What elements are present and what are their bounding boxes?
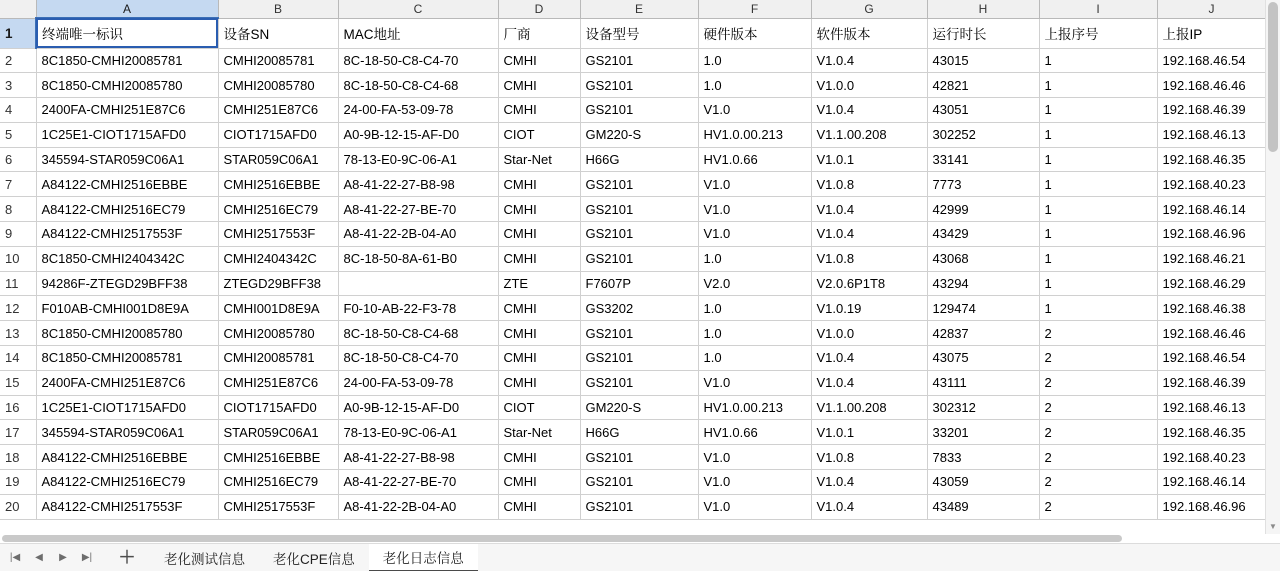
column-title-cell[interactable]: 上报IP: [1157, 18, 1266, 48]
data-cell[interactable]: 2: [1039, 420, 1157, 445]
table-row: [0, 346, 1266, 371]
data-cell[interactable]: CMHI: [498, 172, 580, 197]
data-cell[interactable]: 192.168.46.96: [1157, 494, 1266, 519]
data-cell[interactable]: A0-9B-12-15-AF-D0: [338, 395, 498, 420]
data-cell[interactable]: 2: [1039, 445, 1157, 470]
data-cell[interactable]: V1.0: [698, 470, 811, 495]
column-title-cell[interactable]: 运行时长: [927, 18, 1039, 48]
data-cell[interactable]: CMHI2516EC79: [218, 197, 338, 222]
data-cell[interactable]: CMHI: [498, 48, 580, 73]
row-header-8[interactable]: 8: [0, 197, 36, 222]
column-title-cell[interactable]: 终端唯一标识: [36, 18, 218, 48]
table-row: [0, 246, 1266, 271]
table-row: [0, 321, 1266, 346]
column-title-cell[interactable]: 设备SN: [218, 18, 338, 48]
data-cell[interactable]: CMHI: [498, 494, 580, 519]
data-cell[interactable]: V1.0.4: [811, 346, 927, 371]
data-cell[interactable]: 2400FA-CMHI251E87C6: [36, 370, 218, 395]
data-cell[interactable]: 1.0: [698, 296, 811, 321]
data-cell[interactable]: CMHI251E87C6: [218, 370, 338, 395]
data-cell[interactable]: STAR059C06A1: [218, 147, 338, 172]
data-cell[interactable]: ZTEGD29BFF38: [218, 271, 338, 296]
data-cell[interactable]: 302252: [927, 122, 1039, 147]
data-cell[interactable]: GS3202: [580, 296, 698, 321]
row-header-18[interactable]: 18: [0, 445, 36, 470]
data-cell[interactable]: 1: [1039, 48, 1157, 73]
column-header-a[interactable]: A: [36, 0, 218, 18]
data-cell[interactable]: V1.0.4: [811, 470, 927, 495]
data-cell[interactable]: 24-00-FA-53-09-78: [338, 98, 498, 123]
data-cell[interactable]: 2: [1039, 494, 1157, 519]
vertical-scroll-thumb[interactable]: [1268, 2, 1278, 152]
data-cell[interactable]: CMHI20085780: [218, 73, 338, 98]
data-cell[interactable]: A8-41-22-27-B8-98: [338, 172, 498, 197]
data-cell[interactable]: 24-00-FA-53-09-78: [338, 370, 498, 395]
data-cell[interactable]: 43429: [927, 222, 1039, 247]
data-cell[interactable]: 192.168.46.38: [1157, 296, 1266, 321]
data-cell[interactable]: 43015: [927, 48, 1039, 73]
data-cell[interactable]: 192.168.46.46: [1157, 73, 1266, 98]
data-cell[interactable]: GS2101: [580, 494, 698, 519]
data-cell[interactable]: CMHI2517553F: [218, 222, 338, 247]
column-header-i[interactable]: I: [1039, 0, 1157, 18]
data-cell[interactable]: GS2101: [580, 98, 698, 123]
data-cell[interactable]: V1.0.4: [811, 197, 927, 222]
data-cell[interactable]: 8C1850-CMHI20085780: [36, 321, 218, 346]
data-cell[interactable]: HV1.0.00.213: [698, 395, 811, 420]
data-cell[interactable]: CMHI: [498, 370, 580, 395]
data-cell[interactable]: 43294: [927, 271, 1039, 296]
data-cell[interactable]: 1: [1039, 197, 1157, 222]
data-cell[interactable]: A0-9B-12-15-AF-D0: [338, 122, 498, 147]
data-cell[interactable]: 8C-18-50-C8-C4-70: [338, 48, 498, 73]
data-cell[interactable]: GS2101: [580, 470, 698, 495]
data-cell[interactable]: 2: [1039, 470, 1157, 495]
data-cell[interactable]: CIOT1715AFD0: [218, 395, 338, 420]
data-cell[interactable]: CMHI251E87C6: [218, 98, 338, 123]
row-header-17[interactable]: 17: [0, 420, 36, 445]
column-header-e[interactable]: E: [580, 0, 698, 18]
data-cell[interactable]: 192.168.46.39: [1157, 370, 1266, 395]
data-cell[interactable]: 2: [1039, 370, 1157, 395]
data-cell[interactable]: 1C25E1-CIOT1715AFD0: [36, 395, 218, 420]
data-cell[interactable]: 192.168.46.54: [1157, 346, 1266, 371]
data-cell[interactable]: 1: [1039, 98, 1157, 123]
table-row: [0, 18, 1266, 48]
data-cell[interactable]: CMHI: [498, 346, 580, 371]
data-cell[interactable]: V2.0.6P1T8: [811, 271, 927, 296]
data-cell[interactable]: 8C-18-50-8A-61-B0: [338, 246, 498, 271]
data-cell[interactable]: V2.0: [698, 271, 811, 296]
data-cell[interactable]: 2: [1039, 346, 1157, 371]
data-cell[interactable]: CMHI: [498, 222, 580, 247]
data-cell[interactable]: 192.168.46.54: [1157, 48, 1266, 73]
data-cell[interactable]: GS2101: [580, 445, 698, 470]
data-cell[interactable]: 1: [1039, 271, 1157, 296]
scroll-down-icon[interactable]: ▼: [1269, 522, 1277, 531]
row-header-11[interactable]: 11: [0, 271, 36, 296]
data-cell[interactable]: CMHI2404342C: [218, 246, 338, 271]
data-cell[interactable]: GS2101: [580, 222, 698, 247]
data-cell[interactable]: V1.0.1: [811, 147, 927, 172]
data-cell[interactable]: V1.0.8: [811, 445, 927, 470]
data-cell[interactable]: CMHI: [498, 98, 580, 123]
column-header-c[interactable]: C: [338, 0, 498, 18]
data-cell[interactable]: GS2101: [580, 172, 698, 197]
add-sheet-icon[interactable]: ＋: [118, 548, 136, 567]
data-cell[interactable]: 43068: [927, 246, 1039, 271]
table-row: [0, 395, 1266, 420]
table-row: [0, 222, 1266, 247]
data-cell[interactable]: V1.0.4: [811, 222, 927, 247]
column-header-d[interactable]: D: [498, 0, 580, 18]
column-title-cell[interactable]: 软件版本: [811, 18, 927, 48]
data-cell[interactable]: A84122-CMHI2516EC79: [36, 197, 218, 222]
data-cell[interactable]: CMHI: [498, 73, 580, 98]
data-cell[interactable]: 302312: [927, 395, 1039, 420]
data-cell[interactable]: GS2101: [580, 246, 698, 271]
vertical-scrollbar[interactable]: [1265, 0, 1280, 534]
horizontal-scrollbar[interactable]: [0, 534, 1280, 543]
data-cell[interactable]: 42837: [927, 321, 1039, 346]
data-cell[interactable]: 192.168.40.23: [1157, 445, 1266, 470]
data-cell[interactable]: CMHI: [498, 470, 580, 495]
data-cell[interactable]: 8C1850-CMHI2404342C: [36, 246, 218, 271]
row-header-19[interactable]: 19: [0, 470, 36, 495]
column-header-g[interactable]: G: [811, 0, 927, 18]
data-cell[interactable]: 192.168.46.35: [1157, 147, 1266, 172]
data-cell[interactable]: HV1.0.66: [698, 147, 811, 172]
data-cell[interactable]: V1.0: [698, 222, 811, 247]
last-sheet-icon[interactable]: ▶|: [81, 552, 93, 563]
data-cell[interactable]: 8C1850-CMHI20085780: [36, 73, 218, 98]
row-header-1[interactable]: 1: [0, 18, 36, 48]
data-cell[interactable]: V1.0.4: [811, 48, 927, 73]
table-row: [0, 370, 1266, 395]
data-cell[interactable]: V1.1.00.208: [811, 395, 927, 420]
data-cell[interactable]: CMHI2516EC79: [218, 470, 338, 495]
column-header-f[interactable]: F: [698, 0, 811, 18]
table-row: [0, 73, 1266, 98]
data-cell[interactable]: F010AB-CMHI001D8E9A: [36, 296, 218, 321]
data-cell[interactable]: 1: [1039, 172, 1157, 197]
data-cell[interactable]: F7607P: [580, 271, 698, 296]
table-row: [0, 420, 1266, 445]
data-cell[interactable]: 345594-STAR059C06A1: [36, 420, 218, 445]
data-cell[interactable]: 43075: [927, 346, 1039, 371]
data-cell[interactable]: V1.0.4: [811, 494, 927, 519]
column-header-row: [0, 0, 1266, 18]
sheet-tabs: [150, 544, 478, 571]
data-cell[interactable]: V1.0.0: [811, 321, 927, 346]
data-cell[interactable]: V1.0.0: [811, 73, 927, 98]
data-cell[interactable]: V1.0.1: [811, 420, 927, 445]
row-header-20[interactable]: 20: [0, 494, 36, 519]
column-title-cell[interactable]: 硬件版本: [698, 18, 811, 48]
data-cell[interactable]: A84122-CMHI2516EBBE: [36, 445, 218, 470]
data-cell[interactable]: 33141: [927, 147, 1039, 172]
data-cell[interactable]: V1.0: [698, 197, 811, 222]
table-row: [0, 296, 1266, 321]
data-cell[interactable]: V1.0: [698, 494, 811, 519]
table-row: [0, 98, 1266, 123]
row-header-13[interactable]: 13: [0, 321, 36, 346]
data-cell[interactable]: 192.168.46.35: [1157, 420, 1266, 445]
select-all-corner[interactable]: [0, 0, 36, 18]
data-cell[interactable]: CIOT: [498, 122, 580, 147]
data-cell[interactable]: HV1.0.00.213: [698, 122, 811, 147]
data-cell[interactable]: GM220-S: [580, 395, 698, 420]
data-cell[interactable]: 2: [1039, 395, 1157, 420]
table-row: [0, 470, 1266, 495]
row-header-4[interactable]: 4: [0, 98, 36, 123]
data-cell[interactable]: 192.168.46.13: [1157, 395, 1266, 420]
data-cell[interactable]: 43489: [927, 494, 1039, 519]
data-cell[interactable]: A84122-CMHI2517553F: [36, 222, 218, 247]
data-cell[interactable]: 1.0: [698, 73, 811, 98]
row-header-10[interactable]: 10: [0, 246, 36, 271]
horizontal-scroll-thumb[interactable]: [2, 535, 1122, 542]
data-cell[interactable]: A84122-CMHI2517553F: [36, 494, 218, 519]
data-cell[interactable]: 1: [1039, 73, 1157, 98]
data-cell[interactable]: A8-41-22-27-BE-70: [338, 197, 498, 222]
data-cell[interactable]: 78-13-E0-9C-06-A1: [338, 147, 498, 172]
table-row: [0, 271, 1266, 296]
data-cell[interactable]: V1.0.8: [811, 246, 927, 271]
data-cell[interactable]: STAR059C06A1: [218, 420, 338, 445]
data-cell[interactable]: CMHI001D8E9A: [218, 296, 338, 321]
table-row: [0, 147, 1266, 172]
data-cell[interactable]: 8C1850-CMHI20085781: [36, 48, 218, 73]
data-cell[interactable]: 192.168.46.96: [1157, 222, 1266, 247]
data-cell[interactable]: 1.0: [698, 321, 811, 346]
data-cell[interactable]: 42999: [927, 197, 1039, 222]
data-cell[interactable]: H66G: [580, 147, 698, 172]
first-sheet-icon[interactable]: |◀: [9, 552, 21, 563]
data-cell[interactable]: 345594-STAR059C06A1: [36, 147, 218, 172]
data-cell[interactable]: 2400FA-CMHI251E87C6: [36, 98, 218, 123]
data-cell[interactable]: 129474: [927, 296, 1039, 321]
data-cell[interactable]: H66G: [580, 420, 698, 445]
sheet-tab-1[interactable]: 老化测试信息: [164, 552, 245, 567]
data-cell[interactable]: 7773: [927, 172, 1039, 197]
column-title-cell[interactable]: MAC地址: [338, 18, 498, 48]
data-cell[interactable]: 42821: [927, 73, 1039, 98]
data-cell[interactable]: GS2101: [580, 370, 698, 395]
data-cell[interactable]: 43059: [927, 470, 1039, 495]
row-header-15[interactable]: 15: [0, 370, 36, 395]
data-cell[interactable]: 1: [1039, 122, 1157, 147]
data-cell[interactable]: 192.168.46.29: [1157, 271, 1266, 296]
data-cell[interactable]: 1.0: [698, 48, 811, 73]
data-cell[interactable]: CMHI: [498, 321, 580, 346]
data-cell[interactable]: V1.0: [698, 445, 811, 470]
data-cell[interactable]: 8C1850-CMHI20085781: [36, 346, 218, 371]
sheet-nav-buttons: [0, 549, 100, 567]
data-cell[interactable]: V1.0.19: [811, 296, 927, 321]
row-header-12[interactable]: 12: [0, 296, 36, 321]
data-cell[interactable]: 43051: [927, 98, 1039, 123]
row-header-14[interactable]: 14: [0, 346, 36, 371]
data-cell[interactable]: Star-Net: [498, 147, 580, 172]
data-cell[interactable]: V1.0.4: [811, 370, 927, 395]
data-cell[interactable]: V1.0.4: [811, 98, 927, 123]
data-cell[interactable]: A8-41-22-2B-04-A0: [338, 494, 498, 519]
data-cell[interactable]: CMHI: [498, 197, 580, 222]
data-cell[interactable]: F0-10-AB-22-F3-78: [338, 296, 498, 321]
column-header-j[interactable]: J: [1157, 0, 1266, 18]
data-cell[interactable]: GS2101: [580, 48, 698, 73]
table-row: [0, 445, 1266, 470]
data-cell[interactable]: 8C-18-50-C8-C4-70: [338, 346, 498, 371]
data-cell[interactable]: 1.0: [698, 346, 811, 371]
data-cell[interactable]: 78-13-E0-9C-06-A1: [338, 420, 498, 445]
data-cell[interactable]: V1.0.8: [811, 172, 927, 197]
table-row: [0, 48, 1266, 73]
data-cell[interactable]: A84122-CMHI2516EBBE: [36, 172, 218, 197]
sheet-tab-3[interactable]: 老化日志信息: [369, 544, 478, 571]
data-cell[interactable]: CMHI20085781: [218, 346, 338, 371]
data-cell[interactable]: GS2101: [580, 346, 698, 371]
column-header-h[interactable]: H: [927, 0, 1039, 18]
data-cell[interactable]: A84122-CMHI2516EC79: [36, 470, 218, 495]
data-cell[interactable]: 33201: [927, 420, 1039, 445]
data-cell[interactable]: A8-41-22-2B-04-A0: [338, 222, 498, 247]
data-cell[interactable]: CIOT1715AFD0: [218, 122, 338, 147]
data-cell[interactable]: 8C-18-50-C8-C4-68: [338, 321, 498, 346]
data-cell[interactable]: Star-Net: [498, 420, 580, 445]
row-header-9[interactable]: 9: [0, 222, 36, 247]
data-cell[interactable]: V1.1.00.208: [811, 122, 927, 147]
data-cell[interactable]: ZTE: [498, 271, 580, 296]
data-cell[interactable]: 192.168.46.14: [1157, 470, 1266, 495]
data-cell[interactable]: 94286F-ZTEGD29BFF38: [36, 271, 218, 296]
data-cell[interactable]: CMHI2516EBBE: [218, 172, 338, 197]
row-header-2[interactable]: 2: [0, 48, 36, 73]
data-cell[interactable]: [338, 271, 498, 296]
row-header-6[interactable]: 6: [0, 147, 36, 172]
table-row: [0, 197, 1266, 222]
table-row: [0, 172, 1266, 197]
data-cell[interactable]: A8-41-22-27-BE-70: [338, 470, 498, 495]
row-header-16[interactable]: 16: [0, 395, 36, 420]
table-row: [0, 494, 1266, 519]
data-cell[interactable]: A8-41-22-27-B8-98: [338, 445, 498, 470]
data-cell[interactable]: V1.0: [698, 370, 811, 395]
data-cell[interactable]: CMHI2516EBBE: [218, 445, 338, 470]
data-cell[interactable]: CMHI20085780: [218, 321, 338, 346]
next-sheet-icon[interactable]: ▶: [59, 552, 67, 563]
data-cell[interactable]: GS2101: [580, 73, 698, 98]
data-cell[interactable]: GM220-S: [580, 122, 698, 147]
data-cell[interactable]: 192.168.46.21: [1157, 246, 1266, 271]
data-cell[interactable]: V1.0: [698, 98, 811, 123]
data-cell[interactable]: 1C25E1-CIOT1715AFD0: [36, 122, 218, 147]
data-cell[interactable]: V1.0: [698, 172, 811, 197]
data-cell[interactable]: 1: [1039, 147, 1157, 172]
data-cell[interactable]: 192.168.46.14: [1157, 197, 1266, 222]
data-cell[interactable]: 8C-18-50-C8-C4-68: [338, 73, 498, 98]
column-header-b[interactable]: B: [218, 0, 338, 18]
data-cell[interactable]: 1.0: [698, 246, 811, 271]
data-cell[interactable]: 192.168.46.13: [1157, 122, 1266, 147]
data-cell[interactable]: CMHI20085781: [218, 48, 338, 73]
data-cell[interactable]: CMHI2517553F: [218, 494, 338, 519]
data-cell[interactable]: 7833: [927, 445, 1039, 470]
data-cell[interactable]: 1: [1039, 296, 1157, 321]
table-row: [0, 122, 1266, 147]
column-title-cell[interactable]: 上报序号: [1039, 18, 1157, 48]
sheet-tab-2[interactable]: 老化CPE信息: [273, 552, 355, 567]
data-cell[interactable]: 1: [1039, 246, 1157, 271]
data-cell[interactable]: 1: [1039, 222, 1157, 247]
data-cell[interactable]: 192.168.40.23: [1157, 172, 1266, 197]
data-cell[interactable]: CMHI: [498, 296, 580, 321]
data-cell[interactable]: GS2101: [580, 321, 698, 346]
column-title-cell[interactable]: 设备型号: [580, 18, 698, 48]
column-title-cell[interactable]: 厂商: [498, 18, 580, 48]
data-cell[interactable]: 192.168.46.39: [1157, 98, 1266, 123]
data-cell[interactable]: 2: [1039, 321, 1157, 346]
row-header-5[interactable]: 5: [0, 122, 36, 147]
sheet-tab-bar: [0, 543, 1280, 571]
row-header-7[interactable]: 7: [0, 172, 36, 197]
data-cell[interactable]: HV1.0.66: [698, 420, 811, 445]
data-cell[interactable]: 192.168.46.46: [1157, 321, 1266, 346]
data-cell[interactable]: CMHI: [498, 246, 580, 271]
data-cell[interactable]: CIOT: [498, 395, 580, 420]
data-cell[interactable]: GS2101: [580, 197, 698, 222]
data-cell[interactable]: CMHI: [498, 445, 580, 470]
prev-sheet-icon[interactable]: ◀: [35, 552, 43, 563]
row-header-3[interactable]: 3: [0, 73, 36, 98]
data-cell[interactable]: 43111: [927, 370, 1039, 395]
